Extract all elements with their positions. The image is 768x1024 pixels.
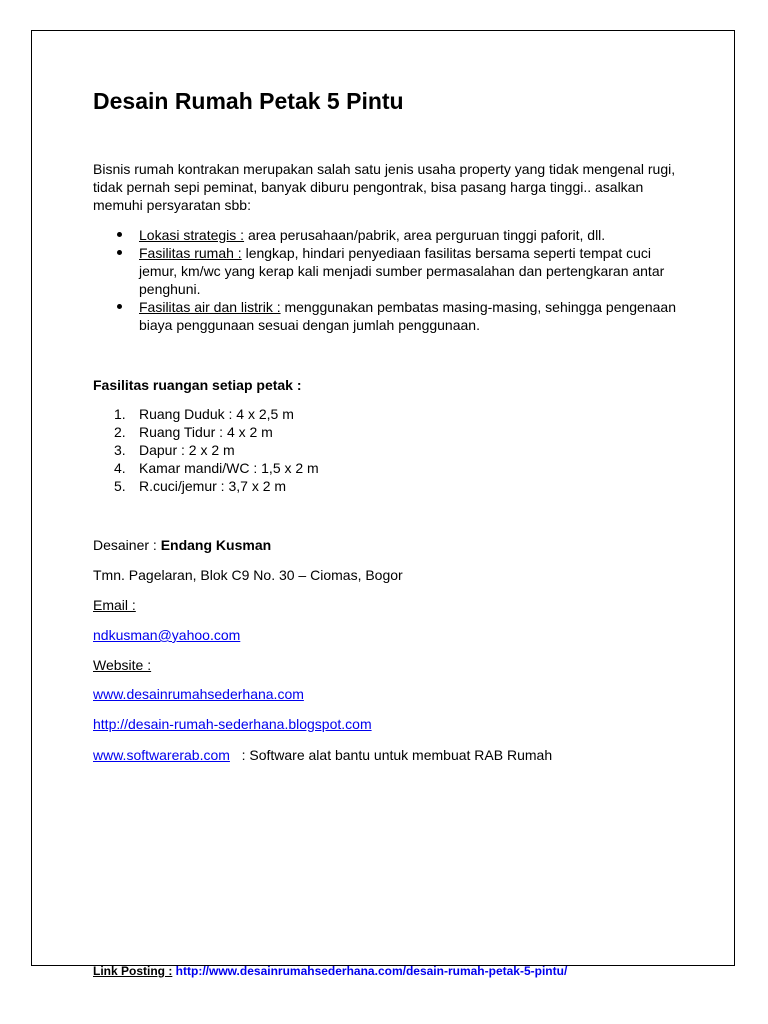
software-description: : Software alat bantu untuk membuat RAB Rumah [229, 747, 553, 763]
software-line [93, 746, 552, 764]
requirement-text: area perusahaan/pabrik, area perguruan tinggi paforit, dll. [244, 227, 606, 243]
designer-label: Desainer : [93, 537, 161, 553]
list-item [114, 459, 319, 477]
website-link-software[interactable]: www.softwarerab.com [93, 747, 230, 763]
footer-label: Link Posting : [93, 964, 173, 978]
requirement-label: Fasilitas air dan listrik : [139, 299, 281, 315]
list-number: 5. [114, 478, 126, 494]
website-label: Website : [93, 657, 152, 673]
list-item [114, 405, 319, 423]
email-label: Email : [93, 597, 136, 613]
list-item [139, 244, 684, 298]
list-item [139, 298, 684, 334]
facilities-list [114, 405, 319, 495]
facility-text: Ruang Duduk : 4 x 2,5 m [139, 406, 294, 422]
facility-text: R.cuci/jemur : 3,7 x 2 m [139, 478, 287, 494]
designer-name: Endang Kusman [160, 537, 272, 553]
designer-line [93, 536, 271, 554]
list-number: 3. [114, 442, 126, 458]
facilities-heading: Fasilitas ruangan setiap petak : [93, 377, 302, 393]
facility-text: Kamar mandi/WC : 1,5 x 2 m [139, 460, 319, 476]
list-number: 1. [114, 406, 126, 422]
facility-text: Dapur : 2 x 2 m [139, 442, 235, 458]
footer-url[interactable]: http://www.desainrumahsederhana.com/desain-rumah-petak-5-pintu/ [172, 964, 568, 978]
address-text: Tmn. Pagelaran, Blok C9 No. 30 – Ciomas, Bogor [93, 567, 403, 583]
intro-paragraph: Bisnis rumah kontrakan merupakan salah satu jenis usaha property yang tidak mengenal rugi, tidak pernah sepi peminat, banyak diburu pengontrak, bisa pasang harga tinggi.. asalkan memuhi persyaratan sbb: [93, 161, 676, 213]
requirement-text: menggunakan pembatas masing-masing, sehingga pengenaan biaya penggunaan sesuai dengan jumlah penggunaan. [139, 299, 676, 333]
list-item [114, 477, 319, 495]
list-item [114, 441, 319, 459]
email-link[interactable]: ndkusman@yahoo.com [93, 627, 241, 643]
document-title: Desain Rumah Petak 5 Pintu [93, 88, 404, 114]
requirement-text: lengkap, hindari penyediaan fasilitas bersama seperti tempat cuci jemur, km/wc yang kerap kali menjadi sumber permasalahan dan pertengkaran antar penghuni. [139, 245, 665, 297]
list-number: 4. [114, 460, 126, 476]
list-item [114, 423, 319, 441]
requirement-label: Lokasi strategis : [139, 227, 245, 243]
list-item [139, 226, 684, 244]
list-number: 2. [114, 424, 126, 440]
website-link-main[interactable]: www.desainrumahsederhana.com [93, 686, 304, 702]
facility-text: Ruang Tidur : 4 x 2 m [139, 424, 273, 440]
requirements-list [139, 226, 684, 334]
requirement-label: Fasilitas rumah : [139, 245, 242, 261]
website-link-blog[interactable]: http://desain-rumah-sederhana.blogspot.com [93, 716, 372, 732]
footer-link-posting [93, 963, 567, 979]
